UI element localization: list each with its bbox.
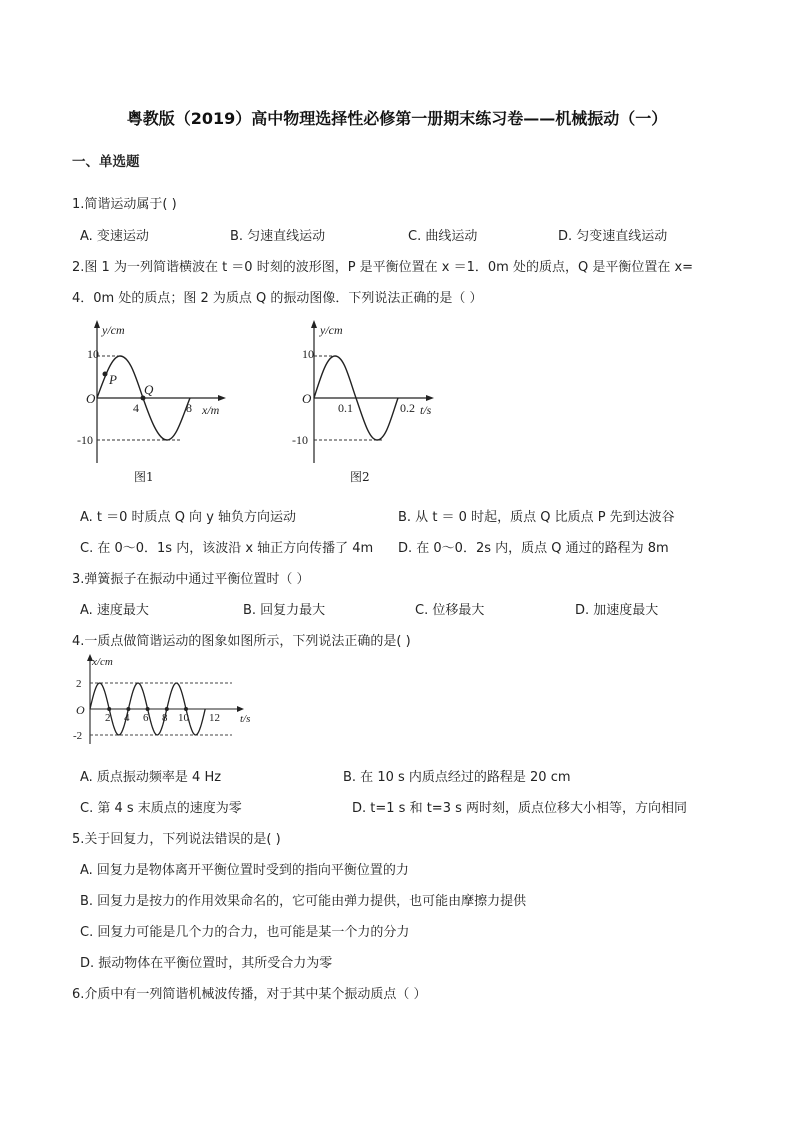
question-2-option-d[interactable]: D. 在 0～0．2s 内，质点 Q 通过的路程为 8m	[398, 541, 669, 556]
fig3-tick-10: 10	[178, 712, 189, 724]
fig3-tick-8: 8	[162, 712, 168, 724]
section-heading: 一、单选题	[72, 154, 140, 170]
question-3-option-c[interactable]: C. 位移最大	[415, 603, 485, 618]
fig1-y-axis-label: y/cm	[102, 323, 125, 337]
question-3-option-b[interactable]: B. 回复力最大	[243, 603, 326, 618]
fig1-origin-label: O	[86, 391, 96, 406]
fig2-caption: 图2	[350, 470, 370, 484]
question-2-option-a[interactable]: A. t ＝0 时质点 Q 向 y 轴负方向运动	[80, 510, 297, 525]
question-4-option-d[interactable]: D. t=1 s 和 t=3 s 两时刻，质点位移大小相等，方向相同	[352, 801, 688, 816]
fig3-origin-label: O	[76, 703, 85, 717]
question-4-option-a[interactable]: A. 质点振动频率是 4 Hz	[80, 770, 222, 785]
fig2-tick-01: 0.1	[338, 401, 353, 415]
fig2-y-bottom-label: -10	[292, 433, 308, 447]
fig1-label-q: Q	[144, 382, 154, 397]
fig3-zero-crossing-dot	[146, 707, 150, 711]
question-1-option-a[interactable]: A. 变速运动	[80, 229, 149, 244]
fig2-tick-02: 0.2	[400, 401, 415, 415]
question-3-option-d[interactable]: D. 加速度最大	[575, 603, 659, 618]
question-2-option-b[interactable]: B. 从 t ＝ 0 时起，质点 Q 比质点 P 先到达波谷	[398, 510, 675, 525]
question-5-option-b[interactable]: B. 回复力是按力的作用效果命名的，它可能由弹力提供，也可能由摩擦力提供	[80, 894, 527, 909]
fig1-tick-4: 4	[133, 401, 139, 415]
question-2-stem-line2: 4．0m 处的质点；图 2 为质点 Q 的振动图像．下列说法正确的是（ ）	[72, 291, 483, 306]
fig1-tick-8: 8	[186, 401, 192, 415]
question-3-stem: 3.弹簧振子在振动中通过平衡位置时（ ）	[72, 572, 310, 587]
fig2-y-top-label: 10	[302, 347, 314, 361]
fig2-x-arrow	[426, 395, 434, 401]
fig2-origin-label: O	[302, 391, 312, 406]
fig1-y-top-label: 10	[87, 347, 99, 361]
question-2-option-c[interactable]: C. 在 0～0．1s 内，该波沿 x 轴正方向传播了 4m	[80, 541, 374, 556]
question-5-stem: 5.关于回复力，下列说法错误的是( )	[72, 832, 281, 847]
fig3-x-arrow	[237, 706, 244, 712]
question-4-option-c[interactable]: C. 第 4 s 末质点的速度为零	[80, 801, 242, 816]
fig1-x-arrow	[218, 395, 226, 401]
fig3-zero-crossing-dot	[107, 707, 111, 711]
question-5-option-a[interactable]: A. 回复力是物体离开平衡位置时受到的指向平衡位置的力	[80, 863, 409, 878]
fig1-point-p-dot	[103, 372, 108, 377]
fig2-x-axis-label: t/s	[420, 403, 432, 417]
fig2-y-arrow	[311, 320, 317, 328]
vibration-figure-2	[290, 318, 450, 488]
fig1-x-axis-label: x/m	[202, 403, 220, 417]
fig3-tick-6: 6	[143, 712, 149, 724]
question-1-option-b[interactable]: B. 匀速直线运动	[230, 229, 326, 244]
question-3-option-a[interactable]: A. 速度最大	[80, 603, 149, 618]
question-1-stem: 1.简谐运动属于( )	[72, 197, 177, 212]
fig3-tick-2: 2	[105, 712, 111, 724]
question-2-stem-line1: 2.图 1 为一列简谐横波在 t ＝0 时刻的波形图，P 是平衡位置在 x ＝1．0m 处的质点，Q 是平衡位置在 x=	[72, 260, 694, 275]
fig3-zero-crossing-dot	[165, 707, 169, 711]
oscillation-figure	[72, 652, 272, 747]
fig3-y-top-label: 2	[76, 678, 82, 690]
fig3-y-bottom-label: -2	[73, 730, 83, 742]
fig3-y-axis-label: x/cm	[92, 656, 113, 668]
fig1-y-bottom-label: -10	[77, 433, 93, 447]
fig3-tick-4: 4	[124, 712, 130, 724]
question-1-option-c[interactable]: C. 曲线运动	[408, 229, 478, 244]
question-4-option-b[interactable]: B. 在 10 s 内质点经过的路程是 20 cm	[343, 770, 571, 785]
question-5-option-d[interactable]: D. 振动物体在平衡位置时，其所受合力为零	[80, 956, 333, 971]
wave-figure-1	[72, 318, 232, 488]
fig3-zero-crossing-dot	[126, 707, 130, 711]
question-6-stem: 6.介质中有一列简谐机械波传播，对于其中某个振动质点（ ）	[72, 987, 427, 1002]
fig3-tick-12: 12	[209, 712, 220, 724]
fig2-y-axis-label: y/cm	[320, 323, 343, 337]
fig3-zero-crossing-dot	[184, 707, 188, 711]
question-5-option-c[interactable]: C. 回复力可能是几个力的合力，也可能是某一个力的分力	[80, 925, 410, 940]
fig1-label-p: P	[109, 372, 117, 387]
document-title: 粤教版（2019）高中物理选择性必修第一册期末练习卷——机械振动（一）	[126, 109, 668, 128]
question-4-stem: 4.一质点做简谐运动的图象如图所示，下列说法正确的是( )	[72, 634, 411, 649]
question-1-option-d[interactable]: D. 匀变速直线运动	[558, 229, 668, 244]
fig1-y-arrow	[94, 320, 100, 328]
fig3-x-axis-label: t/s	[240, 713, 251, 725]
fig1-caption: 图1	[134, 470, 154, 484]
